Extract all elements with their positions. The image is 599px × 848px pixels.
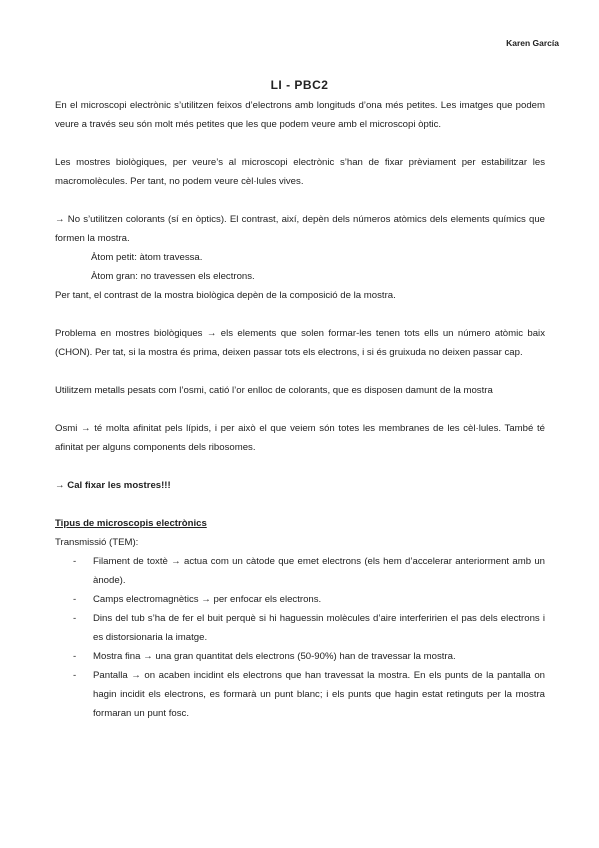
- paragraph-large-atom: Àtom gran: no travessen els electrons.: [91, 271, 255, 282]
- list-dash: -: [73, 651, 77, 662]
- paragraph-samples: Les mostres biològiques, per veure’s al microscopi electrònic s’han de fixar prèviament per estabilitzar les macromolècules. Per tant, no podem veure cèl·lules vives.: [55, 157, 545, 187]
- list-dash: -: [73, 613, 77, 624]
- list-item-text: Dins del tub s’ha de fer el buit perquè si hi haguessin molècules d’aire interferirien el pas dels electrons i es distorsionaria la imatge.: [93, 613, 545, 643]
- document-body: [55, 96, 545, 723]
- list-item: [55, 647, 545, 666]
- paragraph-small-atom: Àtom petit: àtom travessa.: [91, 252, 203, 263]
- paragraph-problem: Problema en mostres biològiques → els elements que solen formar-les tenen tots ells un número atòmic baix (CHON). Per tat, si la mostra és prima, deixen passar tots els electrons, i si és gruixuda no deixen passar cap.: [55, 328, 545, 358]
- list-item-text: Camps electromagnètics → per enfocar els electrons.: [93, 594, 322, 605]
- paragraph-no-dyes: → No s’utilitzen colorants (sí en òptics). El contrast, així, depèn dels números atòmics dels elements químics que formen la mostra.: [55, 214, 545, 244]
- page-title: LI - PBC2: [270, 78, 329, 92]
- list-item-text: Filament de toxtè → actua com un càtode que emet electrons (els hem d’accelerar anteriorment amb un ànode).: [93, 556, 545, 586]
- paragraph-fix-samples: → Cal fixar les mostres!!!: [55, 480, 171, 491]
- section-heading: Tipus de microscopis electrònics: [55, 518, 207, 529]
- list-item-text: Pantalla → on acaben incidint els electrons que han travessat la mostra. En els punts de la pantalla on hagin incidit els electrons, es formarà un punt blanc; i els punts que hagin estat retinguts per la mostra formaran un punt fosc.: [93, 670, 545, 719]
- list-item: [55, 609, 545, 647]
- paragraph-contrast: Per tant, el contrast de la mostra biològica depèn de la composició de la mostra.: [55, 290, 396, 301]
- paragraph-osmium: Osmi → té molta afinitat pels lípids, i per això el que veiem són totes les membranes de les cèl·lules. També té afinitat per alguns components dels ribosomes.: [55, 423, 545, 453]
- list-item: [55, 590, 545, 609]
- list-item: [55, 552, 545, 590]
- list-dash: -: [73, 670, 77, 681]
- list-item: [55, 666, 545, 723]
- tem-components-list: [55, 552, 545, 723]
- subheading-tem: Transmissió (TEM):: [55, 537, 139, 548]
- list-dash: -: [73, 556, 77, 567]
- list-item-text: Mostra fina → una gran quantitat dels electrons (50-90%) han de travessar la mostra.: [93, 651, 456, 662]
- paragraph-intro: En el microscopi electrònic s’utilitzen feixos d’electrons amb longituds d’ona més petites. Les imatges que podem veure a través seu són molt més petites que les que podem veure amb el microscopi òptic.: [55, 100, 545, 130]
- paragraph-heavy-metals: Utilitzem metalls pesats com l’osmi, catió l’or enlloc de colorants, que es disposen damunt de la mostra: [55, 385, 493, 396]
- author-name: Karen García: [506, 38, 559, 48]
- list-dash: -: [73, 594, 77, 605]
